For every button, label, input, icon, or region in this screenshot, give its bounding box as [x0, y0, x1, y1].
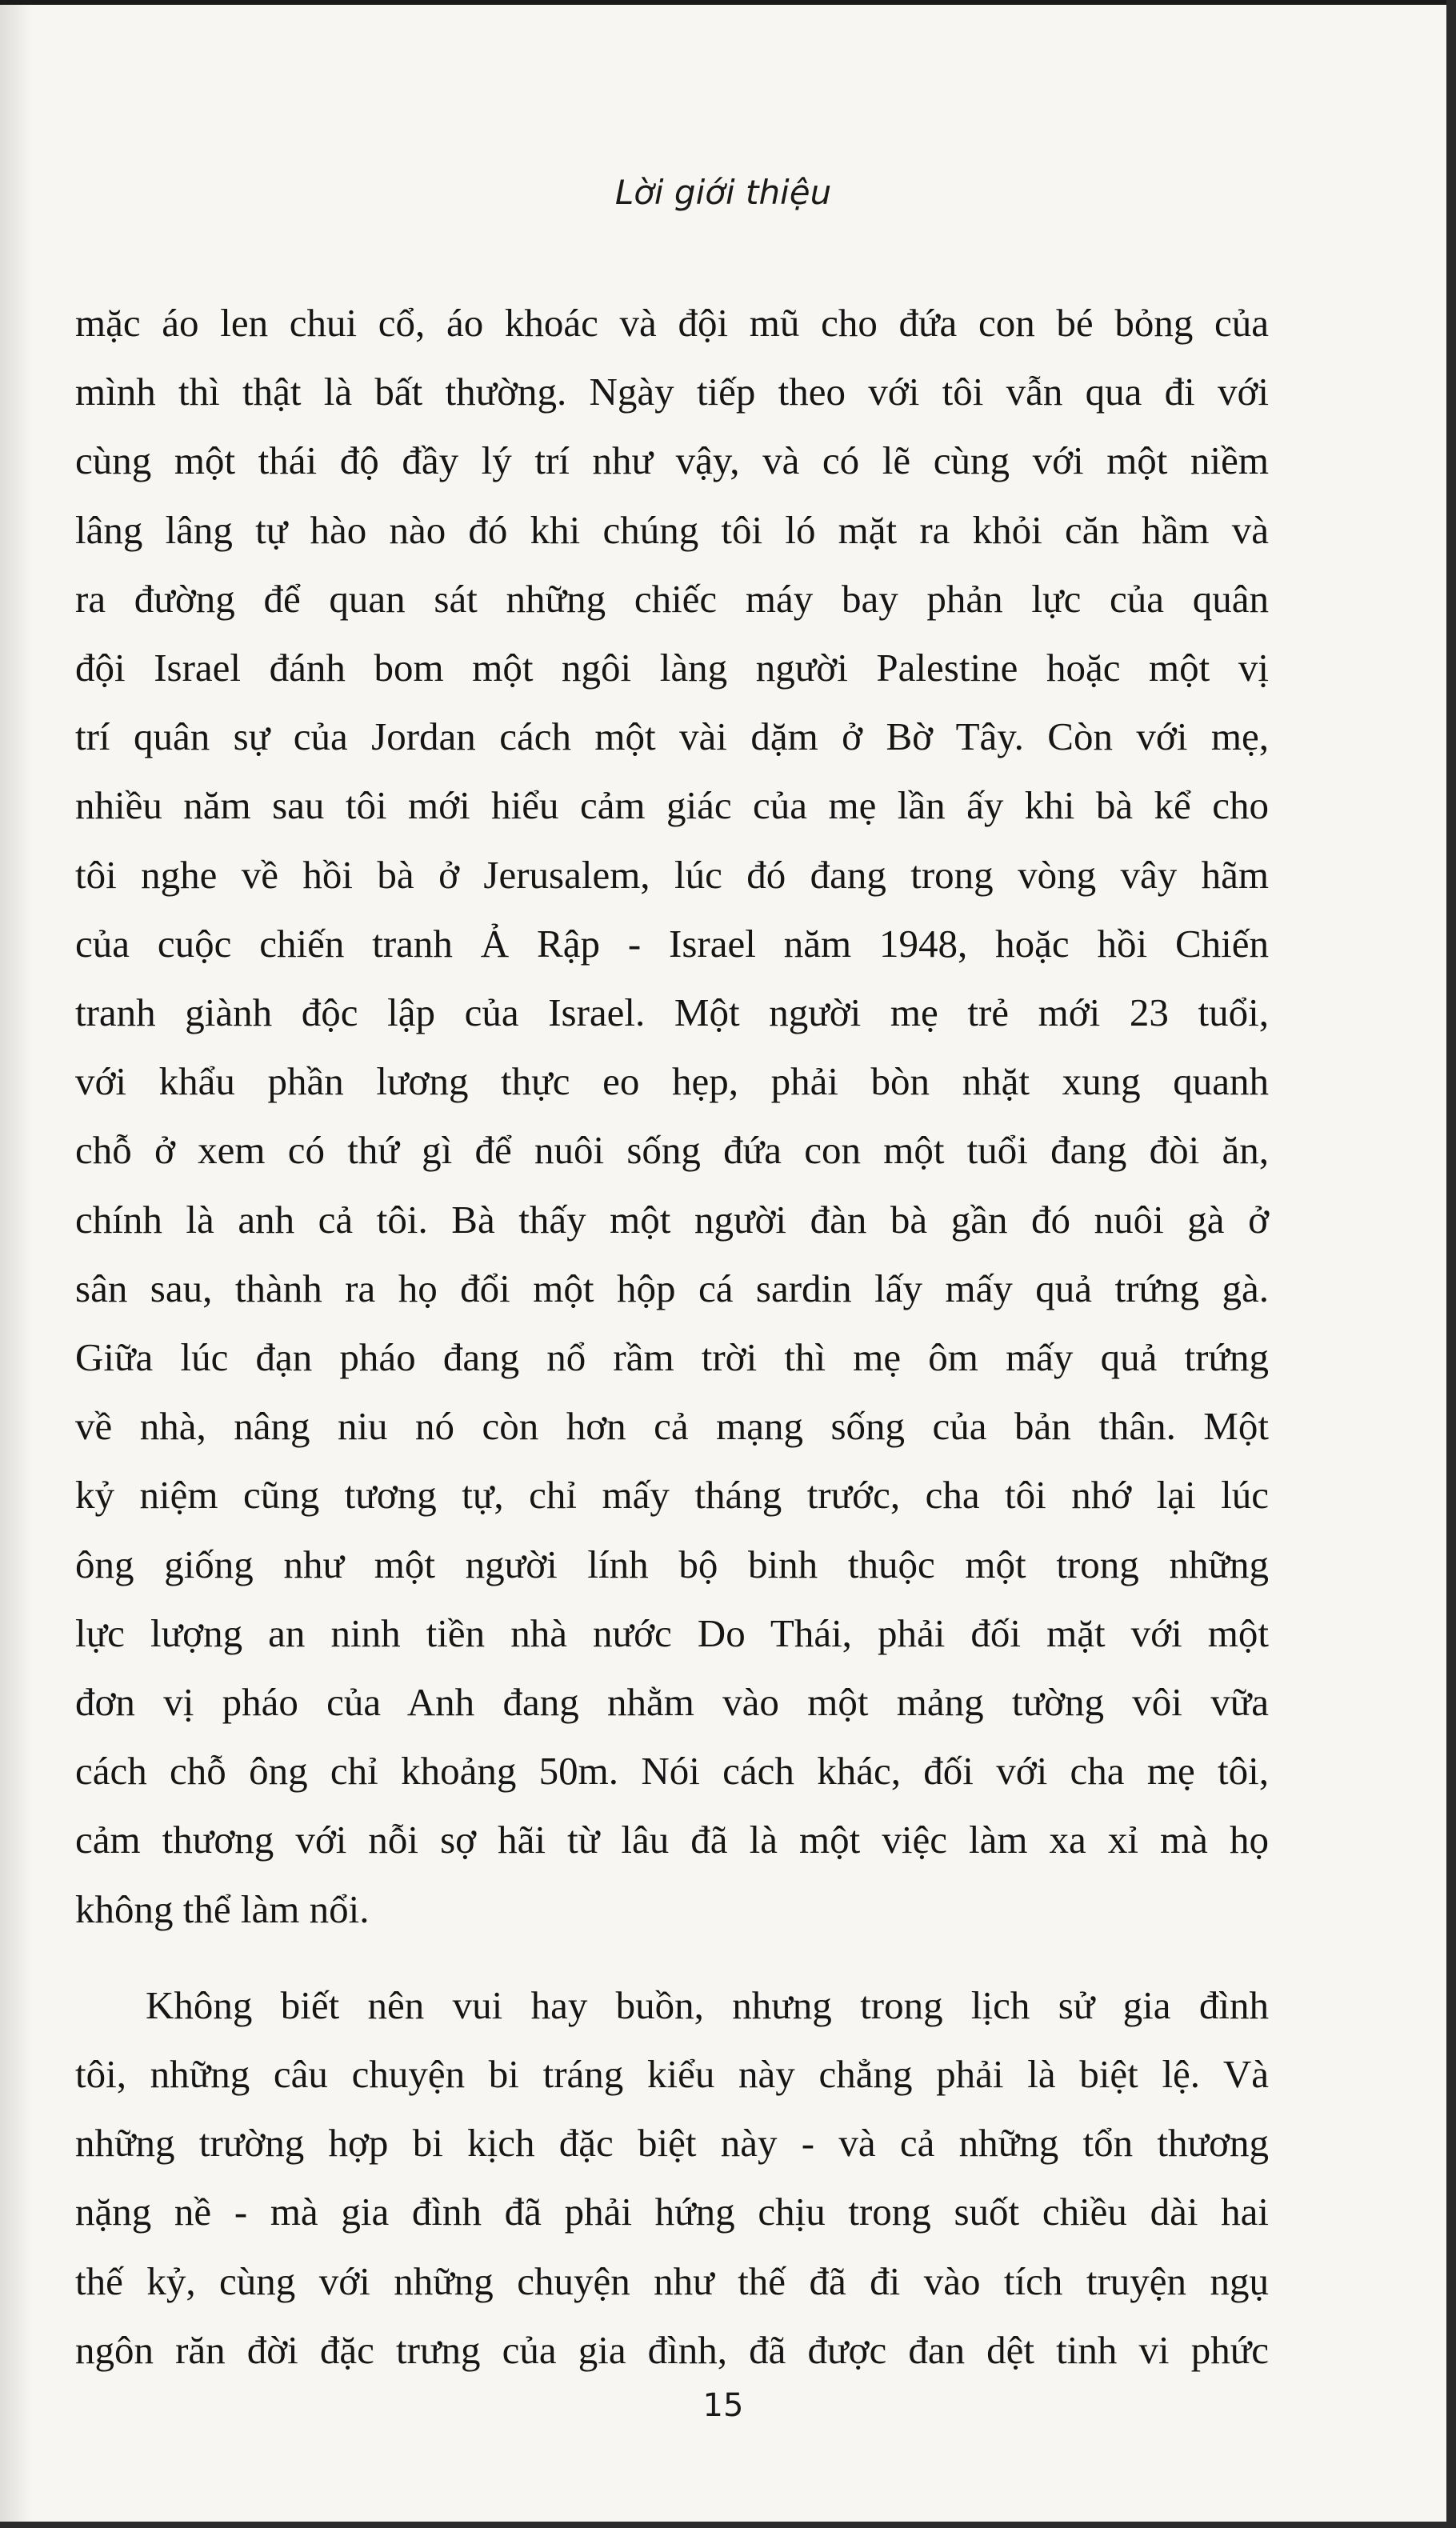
text-line: lực lượng an ninh tiền nhà nước Do Thái, phải đối mặt với một: [75, 1610, 1269, 1655]
text-line: nặng nề - mà gia đình đã phải hứng chịu trong suốt chiều dài hai: [75, 2190, 1269, 2234]
text-line: lâng lâng tự hào nào đó khi chúng tôi ló mặt ra khỏi căn hầm và: [75, 507, 1269, 552]
text-line: cảm thương với nỗi sợ hãi từ lâu đã là một việc làm xa xỉ mà họ: [75, 1818, 1269, 1862]
text-line: ra đường để quan sát những chiếc máy bay phản lực của quân: [75, 576, 1269, 621]
text-line: chỗ ở xem có thứ gì để nuôi sống đứa con một tuổi đang đòi ăn,: [75, 1128, 1269, 1173]
text-line: cách chỗ ông chỉ khoảng 50m. Nói cách khác, đối với cha mẹ tôi,: [75, 1749, 1269, 1794]
text-line: Giữa lúc đạn pháo đang nổ rầm trời thì mẹ ôm mấy quả trứng: [75, 1335, 1269, 1380]
text-line: sân sau, thành ra họ đổi một hộp cá sardin lấy mấy quả trứng gà.: [75, 1266, 1269, 1310]
body-text: [75, 289, 1269, 2385]
text-line: tôi, những câu chuyện bi tráng kiểu này chẳng phải là biệt lệ. Và: [75, 2052, 1269, 2097]
text-line: của cuộc chiến tranh Ả Rập - Israel năm 1948, hoặc hồi Chiến: [75, 921, 1269, 966]
page-number: 15: [702, 2387, 744, 2424]
text-line: chính là anh cả tôi. Bà thấy một người đàn bà gần đó nuôi gà ở: [75, 1197, 1269, 1242]
text-line: mình thì thật là bất thường. Ngày tiếp theo với tôi vẫn qua đi với: [75, 370, 1269, 414]
text-line: Không biết nên vui hay buồn, nhưng trong lịch sử gia đình: [146, 1982, 1269, 2027]
text-line: mặc áo len chui cổ, áo khoác và đội mũ cho đứa con bé bỏng của: [75, 301, 1269, 345]
text-line: đội Israel đánh bom một ngôi làng người Palestine hoặc một vị: [75, 646, 1269, 690]
text-line: không thể làm nổi.: [75, 1886, 370, 1931]
text-line: thế kỷ, cùng với những chuyện như thế đã đi vào tích truyện ngụ: [75, 2258, 1269, 2303]
text-line: cùng một thái độ đầy lý trí như vậy, và có lẽ cùng với một niềm: [75, 438, 1269, 483]
spine-shadow: [0, 5, 32, 2522]
text-line: tôi nghe về hồi bà ở Jerusalem, lúc đó đang trong vòng vây hãm: [75, 852, 1269, 897]
text-line: đơn vị pháo của Anh đang nhằm vào một mảng tường vôi vữa: [75, 1680, 1269, 1725]
text-line: nhiều năm sau tôi mới hiểu cảm giác của mẹ lần ấy khi bà kể cho: [75, 783, 1269, 828]
text-line: những trường hợp bi kịch đặc biệt này - và cả những tổn thương: [75, 2121, 1269, 2166]
text-line: ông giống như một người lính bộ binh thuộc một trong những: [75, 1542, 1269, 1586]
text-line: tranh giành độc lập của Israel. Một người mẹ trẻ mới 23 tuổi,: [75, 990, 1269, 1035]
paragraph-2: [75, 1971, 1269, 2385]
text-line: kỷ niệm cũng tương tự, chỉ mấy tháng trước, cha tôi nhớ lại lúc: [75, 1473, 1269, 1518]
text-line: trí quân sự của Jordan cách một vài dặm ở Bờ Tây. Còn với mẹ,: [75, 714, 1269, 759]
running-header: Lời giới thiệu: [614, 173, 832, 212]
paragraph-1: [75, 289, 1269, 1944]
text-line: với khẩu phần lương thực eo hẹp, phải bòn nhặt xung quanh: [75, 1059, 1269, 1104]
text-line: ngôn răn đời đặc trưng của gia đình, đã được đan dệt tinh vi phức: [75, 2327, 1269, 2372]
text-line: về nhà, nâng niu nó còn hơn cả mạng sống của bản thân. Một: [75, 1404, 1269, 1449]
